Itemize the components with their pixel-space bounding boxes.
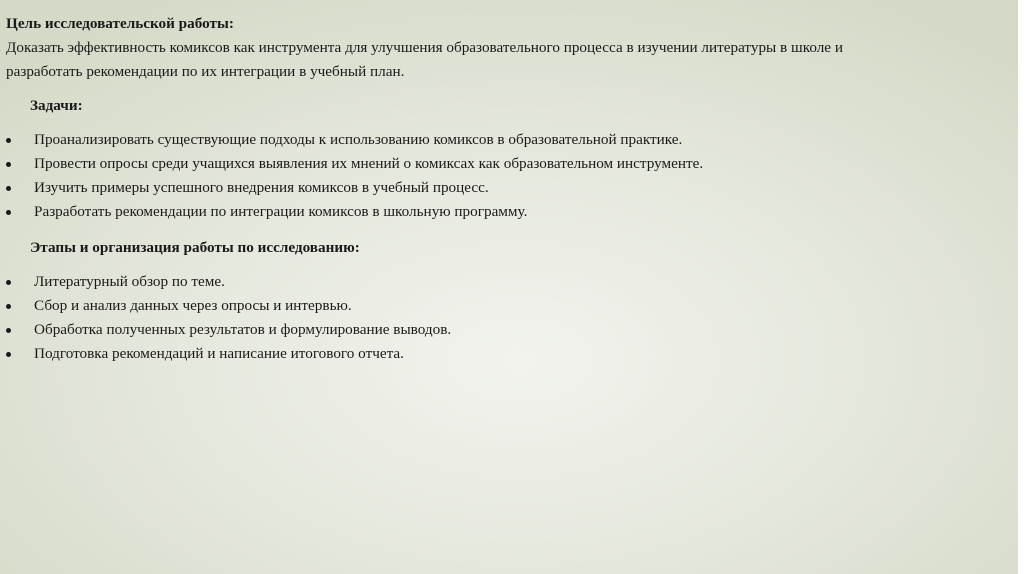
list-item-text: Литературный обзор по теме. [34,273,225,290]
goal-text: Доказать эффективность комиксов как инструмента для улучшения образовательного процесса в изучении литературы в школе и разработать рекомендации по их интеграции в учебный план. [6,39,843,80]
bullet-icon [6,138,11,143]
list-item [6,176,906,200]
bullet-icon [6,280,11,285]
list-item [6,294,906,318]
list-item-text: Разработать рекомендации по интеграции комиксов в школьную программу. [34,203,528,220]
list-item-text: Проанализировать существующие подходы к использованию комиксов в образовательной практике. [34,131,683,148]
list-item-text: Провести опросы среди учащихся выявления их мнений о комиксах как образовательном инструменте. [34,155,704,172]
list-item-text: Изучить примеры успешного внедрения комиксов в учебный процесс. [34,179,489,196]
bullet-icon [6,162,11,167]
slide-edge [1018,0,1024,574]
list-item-text: Сбор и анализ данных через опросы и интервью. [34,297,352,314]
tasks-list [6,128,906,224]
list-item-text: Обработка полученных результатов и формулирование выводов. [34,321,452,338]
list-item [6,152,906,176]
slide-content [6,12,906,366]
bullet-icon [6,304,11,309]
stages-heading: Этапы и организация работы по исследованию: [30,239,360,256]
list-item [6,128,906,152]
bullet-icon [6,210,11,215]
list-item [6,318,906,342]
goal-heading: Цель исследовательской работы: [6,15,234,32]
list-item [6,270,906,294]
bullet-icon [6,328,11,333]
list-item [6,200,906,224]
bullet-icon [6,352,11,357]
list-item-text: Подготовка рекомендаций и написание итогового отчета. [34,345,404,362]
stages-list [6,270,906,366]
tasks-heading: Задачи: [30,97,83,114]
bullet-icon [6,186,11,191]
list-item [6,342,906,366]
